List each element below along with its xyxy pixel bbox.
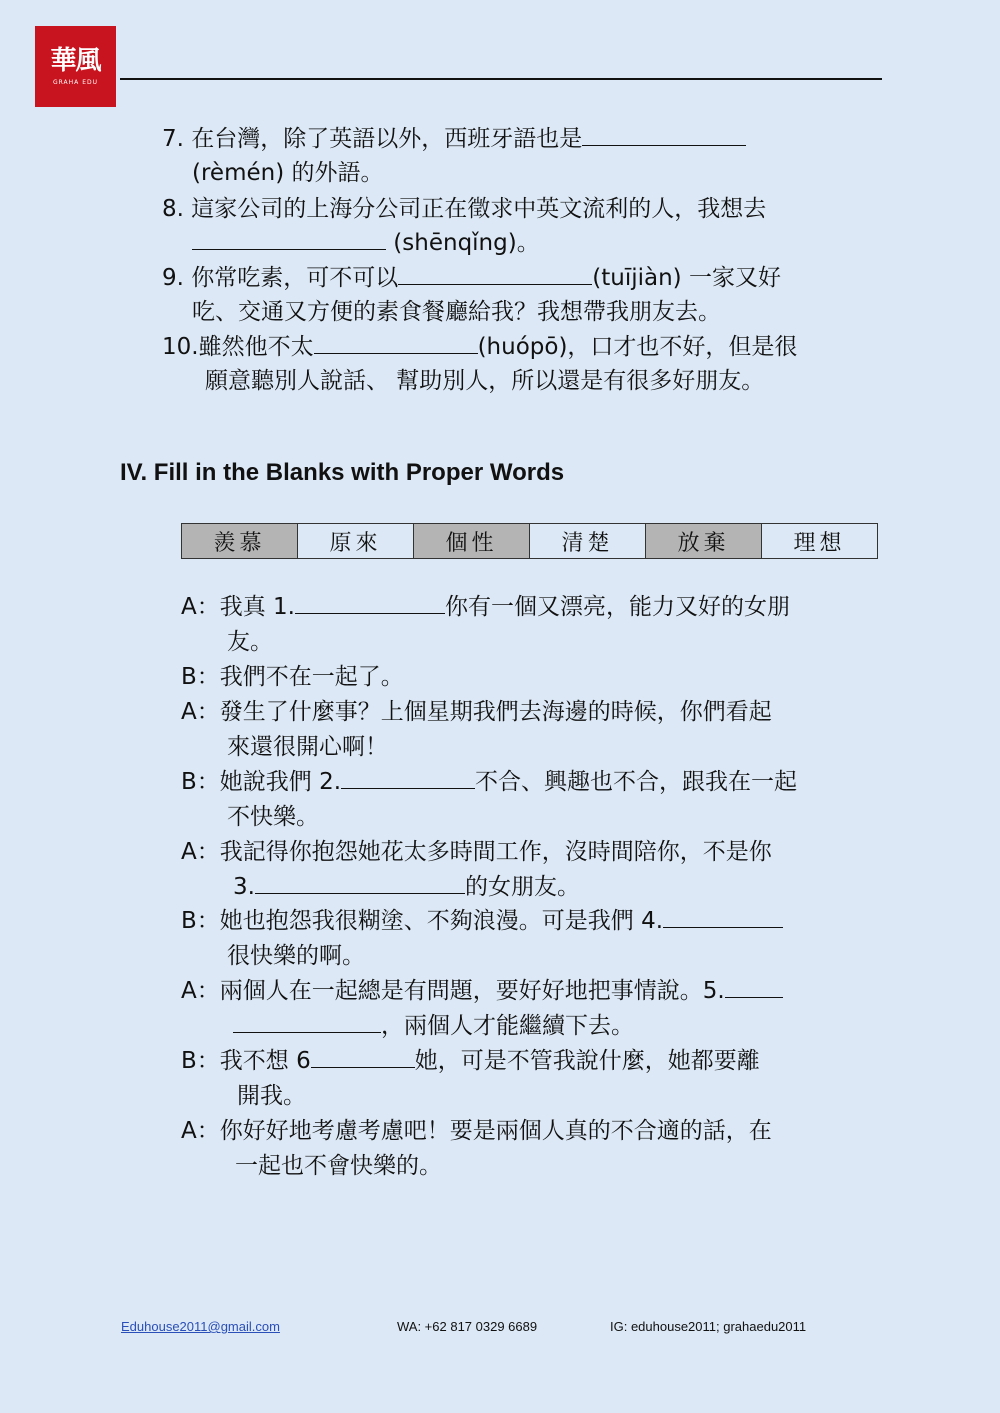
logo	[35, 26, 116, 107]
dialogue-line-8: B：我不想 6 她，可是不管我說什麼，她都要離 開我。	[181, 1044, 760, 1114]
dialogue-line-6: B：她也抱怨我很糊塗、不夠浪漫。可是我們 4. 很快樂的啊。	[181, 904, 783, 974]
dialogue-line-5: A：我記得你抱怨她花太多時間工作，沒時間陪你，不是你 3. 的女朋友。	[181, 839, 772, 900]
item-7: 7. 在台灣，除了英語以外，西班牙語也是 (rèmén) 的外語。	[162, 122, 746, 190]
word-bank-cell: 原來	[298, 524, 414, 558]
blank-d5b[interactable]	[233, 1010, 381, 1033]
logo-subtext: GRAHA EDU	[52, 79, 98, 86]
section-title: IV. Fill in the Blanks with Proper Words	[120, 459, 565, 486]
blank-d1[interactable]	[295, 591, 445, 614]
dialogue-line-9: A：你好好地考慮考慮吧！要是兩個人真的不合適的話，在 一起也不會快樂的。	[181, 1118, 772, 1179]
blank-d3[interactable]	[255, 871, 465, 894]
blank-7[interactable]	[582, 123, 746, 146]
dialogue-line-7: A：兩個人在一起總是有問題，要好好地把事情說。5. ，兩個人才能繼續下去。	[181, 974, 783, 1044]
footer-email-link[interactable]: Eduhouse2011@gmail.com	[121, 1319, 280, 1334]
blank-d5a[interactable]	[725, 975, 783, 998]
header-rule	[120, 78, 882, 80]
word-bank-cell: 個性	[414, 524, 530, 558]
dialogue-line-4: B：她說我們 2. 不合、興趣也不合，跟我在一起 不快樂。	[181, 765, 797, 835]
item-10: 10.雖然他不太 (huópō)，口才也不好，但是很 願意聽別人說話、 幫助別人，所以還是有很多好朋友。	[162, 330, 797, 398]
blank-d6[interactable]	[311, 1045, 415, 1068]
word-bank	[181, 523, 878, 559]
footer-instagram: IG: eduhouse2011; grahaedu2011	[610, 1319, 807, 1334]
blank-d2[interactable]	[341, 766, 475, 789]
dialogue-line-2: B：我們不在一起了。	[181, 664, 404, 690]
word-bank-cell: 理想	[762, 524, 877, 558]
item-8: 8. 這家公司的上海分公司正在徵求中英文流利的人，我想去 (shēnqǐng)。	[162, 196, 767, 256]
blank-10[interactable]	[314, 331, 478, 354]
item-9: 9. 你常吃素，可不可以 (tuījiàn) 一家又好 吃、交通又方便的素食餐廳給我？我想帶我朋友去。	[162, 261, 781, 329]
word-bank-cell: 羨慕	[182, 524, 298, 558]
word-bank-cell: 放棄	[646, 524, 762, 558]
word-bank-cell: 清楚	[530, 524, 646, 558]
footer-whatsapp: WA: +62 817 0329 6689	[397, 1319, 538, 1334]
dialogue-line-1: A：我真 1. 你有一個又漂亮，能力又好的女朋 友。	[181, 590, 790, 660]
logo-mark: 華風	[50, 46, 101, 76]
blank-d4[interactable]	[663, 905, 783, 928]
dialogue-line-3: A：發生了什麼事？上個星期我們去海邊的時候，你們看起 來還很開心啊！	[181, 699, 772, 760]
blank-9[interactable]	[398, 262, 592, 285]
blank-8[interactable]	[192, 227, 386, 250]
